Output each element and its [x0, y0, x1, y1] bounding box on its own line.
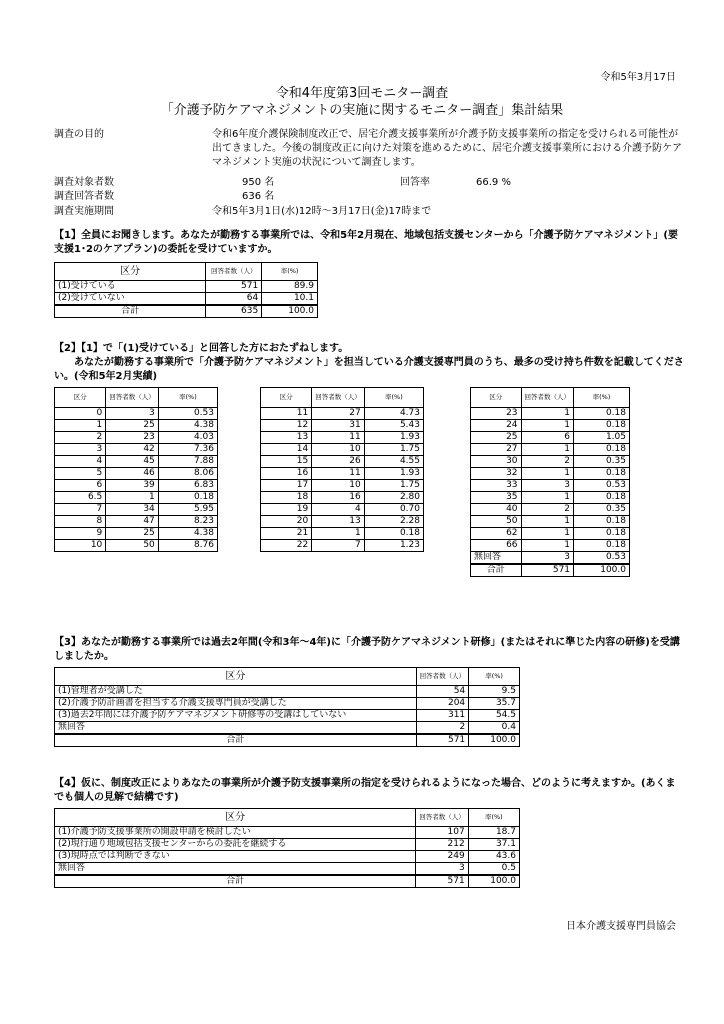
row-count: 34	[106, 504, 159, 516]
row-label: 66	[471, 540, 522, 552]
row-rate: 6.83	[158, 480, 217, 492]
row-count: 249	[416, 851, 469, 863]
question-2-table-2	[260, 387, 424, 552]
table-row	[55, 863, 520, 876]
row-count: 1	[521, 528, 574, 540]
row-label: (1)受けている	[55, 281, 206, 293]
row-label: (2)受けていない	[55, 293, 206, 306]
header-rate: 率(%)	[364, 388, 423, 408]
table-row	[261, 432, 424, 444]
row-label: 20	[261, 516, 312, 528]
total-rate: 100.0	[469, 734, 520, 747]
row-count: 26	[312, 456, 365, 468]
row-count: 25	[106, 528, 159, 540]
table-row	[471, 516, 630, 528]
row-rate: 10.1	[262, 293, 318, 306]
row-rate: 0.35	[574, 456, 630, 468]
total-rate: 100.0	[468, 875, 519, 888]
row-count: 6	[521, 432, 574, 444]
row-rate: 4.38	[158, 420, 217, 432]
row-rate: 0.18	[364, 528, 423, 540]
row-label: 15	[261, 456, 312, 468]
row-count: 64	[206, 293, 262, 306]
row-label: 62	[471, 528, 522, 540]
row-rate: 2.80	[364, 492, 423, 504]
table-row	[261, 480, 424, 492]
table-row	[55, 281, 318, 293]
row-rate: 1.05	[574, 432, 630, 444]
row-count: 1	[521, 444, 574, 456]
row-rate: 2.28	[364, 516, 423, 528]
header-count: 回答者数（人）	[106, 388, 159, 408]
row-count: 46	[106, 468, 159, 480]
period-label: 調査実施期間	[54, 206, 114, 217]
table-row	[55, 408, 218, 420]
table-row	[55, 432, 218, 444]
row-rate: 54.5	[469, 710, 520, 722]
row-label: (3)過去2年間には介護予防ケアマネジメント研修等の受講はしていない	[55, 710, 417, 722]
table-row	[261, 504, 424, 516]
row-count: 1	[521, 540, 574, 552]
table-row	[55, 468, 218, 480]
total-count: 571	[521, 564, 574, 577]
row-rate: 0.70	[364, 504, 423, 516]
table-row	[55, 827, 520, 839]
row-rate: 5.43	[364, 420, 423, 432]
row-label: 4	[55, 456, 106, 468]
header-rate: 率(%)	[469, 668, 520, 686]
row-rate: 7.36	[158, 444, 217, 456]
row-label: 40	[471, 504, 522, 516]
header-kubun: 区分	[55, 263, 206, 281]
row-count: 2	[416, 722, 469, 735]
header-count: 回答者数（人）	[206, 263, 262, 281]
row-rate: 0.18	[574, 468, 630, 480]
header-count: 回答者数（人）	[521, 388, 574, 408]
row-rate: 7.88	[158, 456, 217, 468]
row-count: 13	[312, 516, 365, 528]
row-label: 無回答	[471, 552, 522, 565]
row-count: 25	[106, 420, 159, 432]
question-1-table	[54, 262, 318, 318]
header-rate: 率(%)	[468, 809, 519, 827]
row-label: (2)介護予防計画書を担当する介護支援専門員が受講した	[55, 698, 417, 710]
row-count: 47	[106, 516, 159, 528]
table-row	[261, 516, 424, 528]
total-row	[55, 875, 520, 888]
row-rate: 1.23	[364, 540, 423, 552]
row-count: 1	[521, 516, 574, 528]
row-rate: 1.75	[364, 444, 423, 456]
row-count: 1	[521, 492, 574, 504]
row-label: 18	[261, 492, 312, 504]
row-count: 39	[106, 480, 159, 492]
row-label: 1	[55, 420, 106, 432]
target-value: 950 名	[242, 177, 275, 188]
row-rate: 4.73	[364, 408, 423, 420]
row-label: 50	[471, 516, 522, 528]
row-label: 11	[261, 408, 312, 420]
row-rate: 35.7	[469, 698, 520, 710]
row-rate: 8.76	[158, 540, 217, 552]
table-row	[55, 540, 218, 552]
row-count: 1	[521, 408, 574, 420]
table-row	[55, 293, 318, 306]
question-2-table-3	[470, 387, 630, 577]
table-row	[261, 444, 424, 456]
row-rate: 89.9	[262, 281, 318, 293]
row-rate: 43.6	[468, 851, 519, 863]
table-row	[55, 492, 218, 504]
total-label: 合計	[55, 875, 416, 888]
row-rate: 0.18	[158, 492, 217, 504]
table-row	[471, 492, 630, 504]
row-count: 31	[312, 420, 365, 432]
row-label: 10	[55, 540, 106, 552]
respondents-label: 調査回答者数	[54, 191, 114, 202]
total-rate: 100.0	[574, 564, 630, 577]
table-row	[471, 408, 630, 420]
row-count: 1	[312, 528, 365, 540]
table-row	[55, 710, 520, 722]
row-rate: 0.53	[574, 480, 630, 492]
row-count: 3	[416, 863, 469, 876]
question-4-table	[54, 808, 520, 888]
row-label: 27	[471, 444, 522, 456]
table-row	[471, 552, 630, 565]
table-row	[55, 480, 218, 492]
header-count: 回答者数（人）	[312, 388, 365, 408]
row-label: 33	[471, 480, 522, 492]
row-rate: 37.1	[468, 839, 519, 851]
table-row	[55, 456, 218, 468]
table-row	[55, 528, 218, 540]
row-label: 25	[471, 432, 522, 444]
table-row	[261, 540, 424, 552]
row-label: 8	[55, 516, 106, 528]
header-rate: 率(%)	[262, 263, 318, 281]
total-label: 合計	[55, 734, 417, 747]
row-label: 23	[471, 408, 522, 420]
row-label: 13	[261, 432, 312, 444]
rate-value: 66.9 %	[476, 177, 511, 188]
question-4-text: 【4】仮に、制度改正によりあなたの事業所が介護予防支援事業所の指定を受けられるようになった場合、どのように考えますか。(あくまでも個人の見解で結構です)	[54, 778, 676, 803]
question-1-text: 【1】全員にお聞きします。あなたが勤務する事業所では、令和5年2月現在、地域包括支援センターから「介護予防ケアマネジメント」(要支援1･2のケアプラン)の委託を受けていますか。	[54, 230, 678, 255]
row-rate: 0.18	[574, 444, 630, 456]
row-rate: 9.5	[469, 686, 520, 698]
row-count: 54	[416, 686, 469, 698]
document-date: 令和5年3月17日	[600, 72, 676, 83]
header-kubun: 区分	[55, 809, 416, 827]
row-rate: 0.18	[574, 540, 630, 552]
respondents-value: 636 名	[242, 191, 275, 202]
row-count: 45	[106, 456, 159, 468]
row-count: 23	[106, 432, 159, 444]
table-row	[55, 839, 520, 851]
row-rate: 1.93	[364, 432, 423, 444]
row-label: (3)現時点では判断できない	[55, 851, 416, 863]
total-count: 635	[206, 305, 262, 318]
row-label: 5	[55, 468, 106, 480]
row-count: 571	[206, 281, 262, 293]
header-kubun: 区分	[55, 668, 417, 686]
total-label: 合計	[471, 564, 522, 577]
row-rate: 4.38	[158, 528, 217, 540]
row-count: 10	[312, 480, 365, 492]
purpose-text: 令和6年度介護保険制度改正で、居宅介護支援事業所が介護予防支援事業所の指定を受けられる可能性が出てきました。今後の制度改正に向けた対策を進めるために、居宅介護支援事業所における介護予防ケアマネジメント実施の状況について調査します。	[212, 129, 682, 168]
row-count: 311	[416, 710, 469, 722]
row-rate: 0.35	[574, 504, 630, 516]
survey-title: 令和4年度第3回モニター調査	[275, 86, 449, 101]
table-row	[471, 444, 630, 456]
total-row	[55, 305, 318, 318]
row-count: 27	[312, 408, 365, 420]
row-label: 9	[55, 528, 106, 540]
row-rate: 4.03	[158, 432, 217, 444]
header-rate: 率(%)	[574, 388, 630, 408]
table-row	[471, 468, 630, 480]
row-rate: 1.93	[364, 468, 423, 480]
table-row	[471, 480, 630, 492]
question-2-text: あなたが勤務する事業所で「介護予防ケアマネジメント」を担当している介護支援専門員のうち、最多の受け持ち件数を記載してください。(令和5年2月実績)	[54, 357, 684, 382]
table-row	[55, 851, 520, 863]
row-label: 14	[261, 444, 312, 456]
row-count: 1	[521, 468, 574, 480]
table-row	[261, 420, 424, 432]
row-label: 22	[261, 540, 312, 552]
row-rate: 1.75	[364, 480, 423, 492]
table-row	[55, 420, 218, 432]
row-rate: 18.7	[468, 827, 519, 839]
row-label: 30	[471, 456, 522, 468]
row-count: 3	[106, 408, 159, 420]
row-label: 35	[471, 492, 522, 504]
table-row	[55, 686, 520, 698]
row-count: 11	[312, 432, 365, 444]
table-row	[55, 444, 218, 456]
row-rate: 0.53	[158, 408, 217, 420]
row-count: 107	[416, 827, 469, 839]
row-count: 7	[312, 540, 365, 552]
header-kubun: 区分	[471, 388, 522, 408]
total-label: 合計	[55, 305, 206, 318]
row-count: 2	[521, 504, 574, 516]
row-rate: 0.53	[574, 552, 630, 565]
row-rate: 0.18	[574, 420, 630, 432]
table-row	[471, 456, 630, 468]
row-label: 無回答	[55, 722, 417, 735]
table-row	[471, 528, 630, 540]
table-row	[471, 504, 630, 516]
row-label: 6	[55, 480, 106, 492]
question-2-table-1	[54, 387, 218, 552]
survey-subtitle: 「介護予防ケアマネジメントの実施に関するモニター調査」集計結果	[160, 103, 564, 118]
row-count: 4	[312, 504, 365, 516]
table-row	[261, 456, 424, 468]
header-kubun: 区分	[55, 388, 106, 408]
table-row	[55, 504, 218, 516]
period-value: 令和5年3月1日(水)12時～3月17日(金)17時まで	[212, 206, 432, 217]
question-3-table	[54, 667, 520, 747]
row-label: 21	[261, 528, 312, 540]
row-count: 42	[106, 444, 159, 456]
row-label: 12	[261, 420, 312, 432]
total-count: 571	[416, 734, 469, 747]
total-row	[55, 734, 520, 747]
row-count: 1	[106, 492, 159, 504]
row-rate: 0.18	[574, 408, 630, 420]
row-label: 0	[55, 408, 106, 420]
table-row	[55, 722, 520, 735]
question-2-intro: 【2】【1】で「(1)受けている」と回答した方におたずねします。	[54, 343, 349, 354]
row-count: 16	[312, 492, 365, 504]
row-rate: 8.06	[158, 468, 217, 480]
row-count: 1	[521, 420, 574, 432]
total-rate: 100.0	[262, 305, 318, 318]
row-rate: 0.18	[574, 492, 630, 504]
header-count: 回答者数（人）	[416, 668, 469, 686]
row-count: 204	[416, 698, 469, 710]
row-label: (2)現行通り地域包括支援センターからの委託を継続する	[55, 839, 416, 851]
row-label: 7	[55, 504, 106, 516]
row-label: 19	[261, 504, 312, 516]
row-count: 3	[521, 480, 574, 492]
header-kubun: 区分	[261, 388, 312, 408]
row-rate: 0.5	[468, 863, 519, 876]
row-rate: 0.18	[574, 528, 630, 540]
row-rate: 0.18	[574, 516, 630, 528]
table-row	[55, 516, 218, 528]
row-label: (1)介護予防支援事業所の開設申請を検討したい	[55, 827, 416, 839]
table-row	[471, 420, 630, 432]
row-label: 無回答	[55, 863, 416, 876]
row-rate: 4.55	[364, 456, 423, 468]
row-count: 3	[521, 552, 574, 565]
table-row	[471, 432, 630, 444]
row-label: (1)管理者が受講した	[55, 686, 417, 698]
total-row	[471, 564, 630, 577]
purpose-label: 調査の目的	[54, 129, 104, 140]
row-label: 32	[471, 468, 522, 480]
row-count: 212	[416, 839, 469, 851]
row-rate: 5.95	[158, 504, 217, 516]
total-count: 571	[416, 875, 469, 888]
row-label: 3	[55, 444, 106, 456]
publisher-name: 日本介護支援専門員協会	[566, 921, 676, 932]
header-rate: 率(%)	[158, 388, 217, 408]
table-row	[261, 408, 424, 420]
row-count: 10	[312, 444, 365, 456]
row-count: 2	[521, 456, 574, 468]
row-count: 11	[312, 468, 365, 480]
row-label: 16	[261, 468, 312, 480]
table-row	[55, 698, 520, 710]
row-label: 6.5	[55, 492, 106, 504]
row-label: 2	[55, 432, 106, 444]
row-rate: 0.4	[469, 722, 520, 735]
row-label: 17	[261, 480, 312, 492]
table-row	[471, 540, 630, 552]
table-row	[261, 528, 424, 540]
row-count: 50	[106, 540, 159, 552]
rate-label: 回答率	[400, 177, 430, 188]
header-count: 回答者数（人）	[416, 809, 469, 827]
table-row	[261, 492, 424, 504]
question-3-text: 【3】あなたが勤務する事業所では過去2年間(令和3年～4年)に「介護予防ケアマネジメント研修」(またはそれに準じた内容の研修)を受講しましたか。	[54, 637, 680, 662]
row-rate: 8.23	[158, 516, 217, 528]
target-label: 調査対象者数	[54, 177, 114, 188]
table-row	[261, 468, 424, 480]
row-label: 24	[471, 420, 522, 432]
